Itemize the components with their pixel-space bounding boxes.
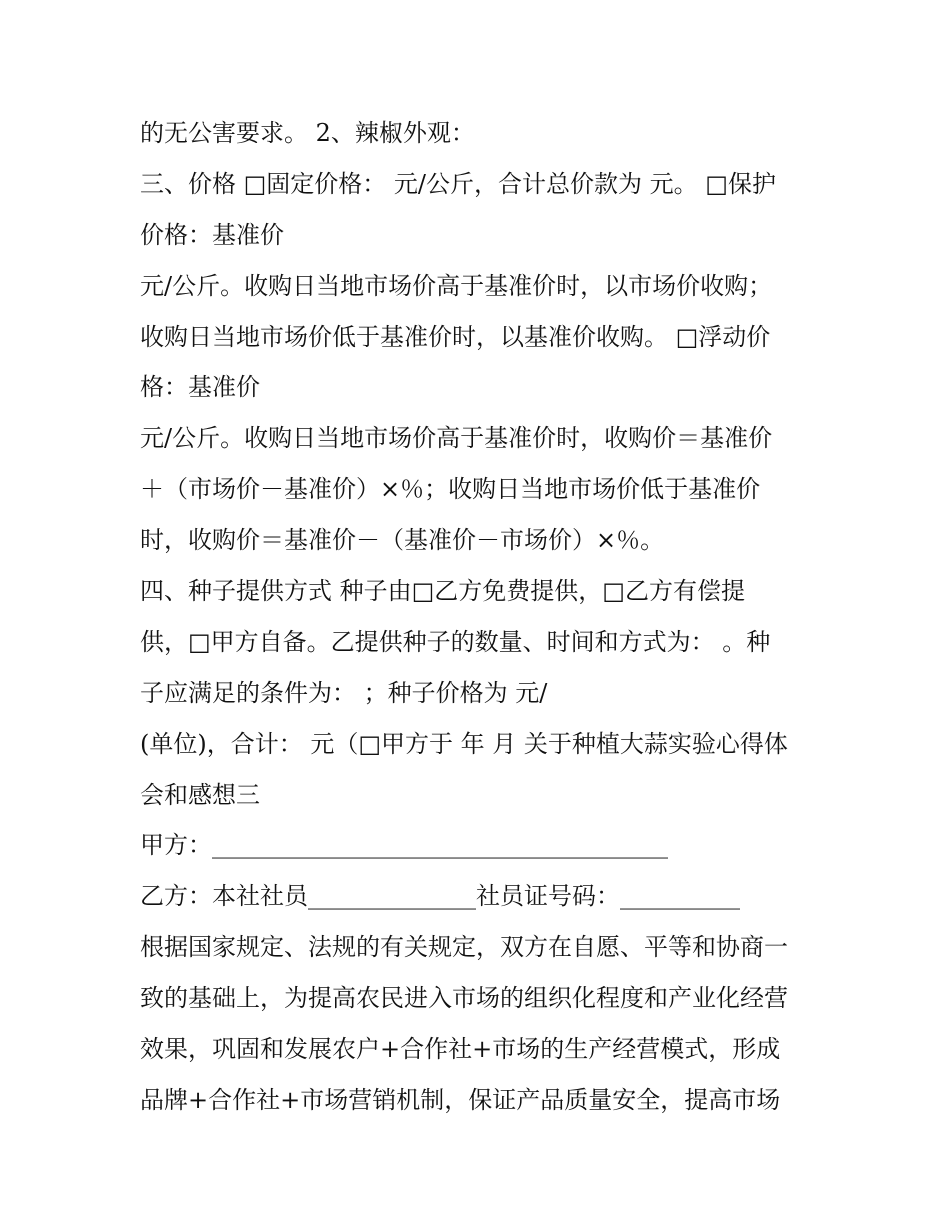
party-b-line: 乙方：本社社员______________社员证号码：__________ — [140, 882, 740, 911]
text-line: 品牌+合作社+市场营销机制，保证产品质量安全，提高市场 — [140, 1085, 781, 1114]
text-line: 致的基础上，为提高农民进入市场的组织化程度和产业化经营 — [140, 984, 788, 1013]
text-line: 时，收购价＝基准价－（基准价－市场价）×％。 — [140, 526, 665, 555]
text-line: 的无公害要求。 2、辣椒外观： — [140, 119, 475, 147]
text-line: 三、价格 □固定价格： 元/公斤，合计总价款为 元。 □保护 — [140, 169, 776, 198]
text-line: 收购日当地市场价低于基准价时，以基准价收购。 □浮动价 — [140, 322, 771, 351]
text-line: 效果，巩固和发展农户+合作社+市场的生产经营模式，形成 — [140, 1035, 781, 1064]
text-line: 供，□甲方自备。乙提供种子的数量、时间和方式为： 。种 — [140, 627, 771, 656]
text-line: 会和感想三 — [140, 780, 260, 809]
text-line: ＋（市场价－基准价）×％；收购日当地市场价低于基准价 — [140, 475, 761, 504]
document-body — [140, 108, 830, 1126]
text-line: 根据国家规定、法规的有关规定，双方在自愿、平等和协商一 — [140, 933, 788, 962]
text-line: (单位)，合计： 元（□甲方于 年 月 关于种植大蒜实验心得体 — [140, 729, 788, 758]
text-line: 元/公斤。收购日当地市场价高于基准价时，收购价＝基准价 — [140, 424, 773, 453]
text-line: 元/公斤。收购日当地市场价高于基准价时，以市场价收购； — [140, 271, 773, 300]
party-a-line: 甲方：______________________________________ — [140, 831, 668, 860]
text-line: 子应满足的条件为： ；种子价格为 元/ — [140, 678, 548, 707]
text-line: 价格：基准价 — [140, 220, 284, 249]
text-line: 四、种子提供方式 种子由□乙方免费提供，□乙方有偿提 — [140, 577, 745, 606]
text-line: 格：基准价 — [140, 373, 260, 402]
